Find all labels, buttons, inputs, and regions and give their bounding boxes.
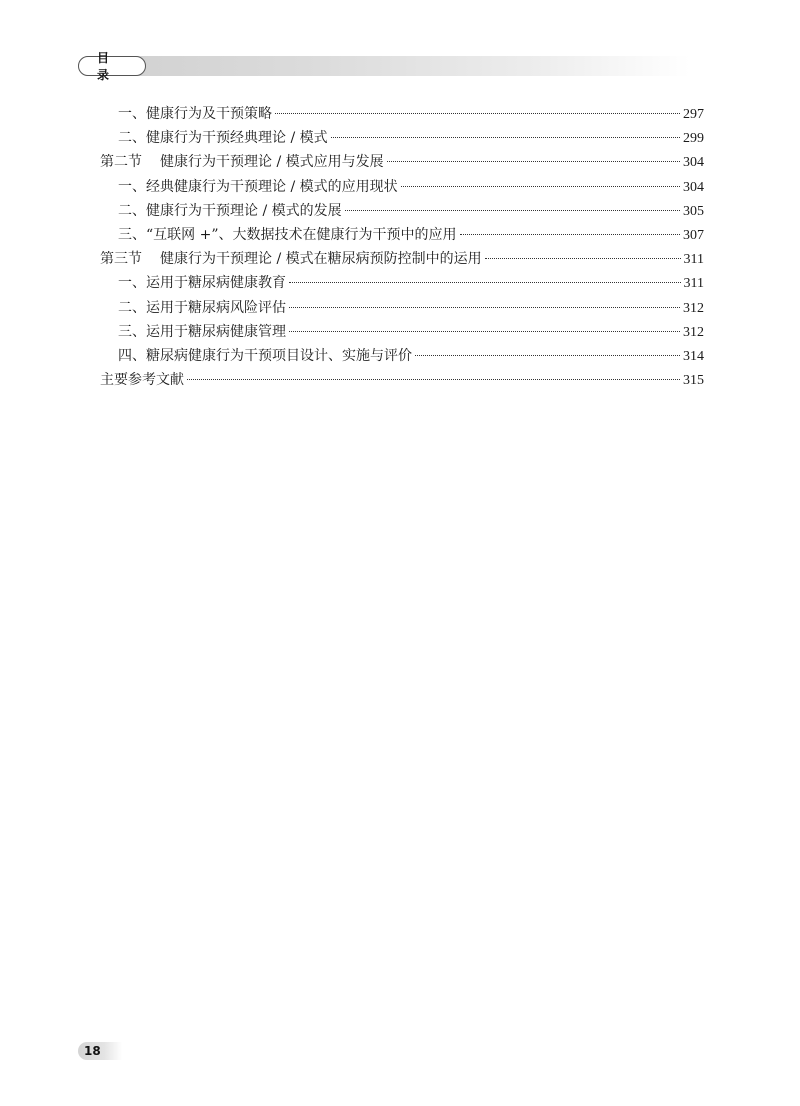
toc-entry-page: 307 — [683, 227, 704, 243]
toc-entry[interactable] — [100, 344, 704, 368]
toc-entry-page: 312 — [683, 324, 704, 340]
toc-section-number: 第三节 — [100, 251, 142, 268]
toc-entry[interactable] — [100, 175, 704, 199]
toc-section-number: 第二节 — [100, 154, 142, 171]
toc-entry[interactable] — [100, 296, 704, 320]
toc-section-title — [100, 150, 384, 174]
toc-entry-title: 三、运用于糖尿病健康管理 — [118, 323, 286, 340]
header-label: 目 录 — [78, 56, 146, 76]
table-of-contents — [100, 102, 704, 392]
toc-entry-title: 二、健康行为干预理论 / 模式的发展 — [118, 202, 342, 219]
toc-entry-title: 二、健康行为干预经典理论 / 模式 — [118, 130, 328, 147]
toc-section-text: 健康行为干预理论 / 模式应用与发展 — [160, 154, 384, 171]
dot-leader — [401, 186, 680, 187]
dot-leader — [387, 161, 680, 162]
toc-section-title — [100, 247, 482, 271]
toc-entry-page: 297 — [683, 107, 704, 122]
dot-leader — [289, 331, 680, 332]
toc-entry[interactable] — [100, 126, 704, 150]
toc-entry[interactable] — [100, 102, 704, 126]
toc-entry[interactable] — [100, 320, 704, 344]
toc-entry-page: 304 — [683, 179, 704, 195]
toc-entry[interactable] — [100, 199, 704, 223]
dot-leader — [415, 355, 680, 356]
toc-entry[interactable] — [100, 271, 704, 295]
dot-leader — [289, 282, 681, 283]
toc-entry-page: 299 — [683, 131, 704, 147]
dot-leader — [485, 258, 681, 259]
toc-section-text: 健康行为干预理论 / 模式在糖尿病预防控制中的运用 — [160, 251, 482, 268]
dot-leader — [187, 379, 680, 380]
page-number: 18 — [84, 1044, 101, 1058]
dot-leader — [345, 210, 680, 211]
toc-entry-page: 305 — [683, 203, 704, 219]
toc-entry-title: 二、运用于糖尿病风险评估 — [118, 299, 286, 316]
toc-entry-page: 311 — [683, 252, 704, 268]
header-bar — [78, 56, 690, 76]
dot-leader — [289, 307, 680, 308]
toc-entry-page: 314 — [683, 348, 704, 364]
toc-entry[interactable] — [100, 223, 704, 247]
toc-entry-page: 311 — [683, 276, 704, 292]
toc-entry-title: 一、运用于糖尿病健康教育 — [118, 275, 286, 292]
toc-entry-title: 四、糖尿病健康行为干预项目设计、实施与评价 — [118, 347, 412, 364]
toc-section[interactable] — [100, 150, 704, 174]
toc-section[interactable] — [100, 247, 704, 271]
toc-entry-page: 304 — [683, 155, 704, 171]
toc-entry-title: 一、健康行为及干预策略 — [118, 106, 272, 122]
dot-leader — [331, 137, 680, 138]
toc-entry-title: 主要参考文献 — [100, 372, 184, 389]
dot-leader — [460, 234, 681, 235]
dot-leader — [275, 113, 680, 114]
toc-entry-title: 一、经典健康行为干预理论 / 模式的应用现状 — [118, 178, 398, 195]
toc-entry-page: 315 — [683, 373, 704, 389]
toc-entry-title: 三、“互联网 +”、大数据技术在健康行为干预中的应用 — [118, 226, 457, 243]
toc-entry-page: 312 — [683, 300, 704, 316]
toc-references[interactable] — [100, 368, 704, 392]
